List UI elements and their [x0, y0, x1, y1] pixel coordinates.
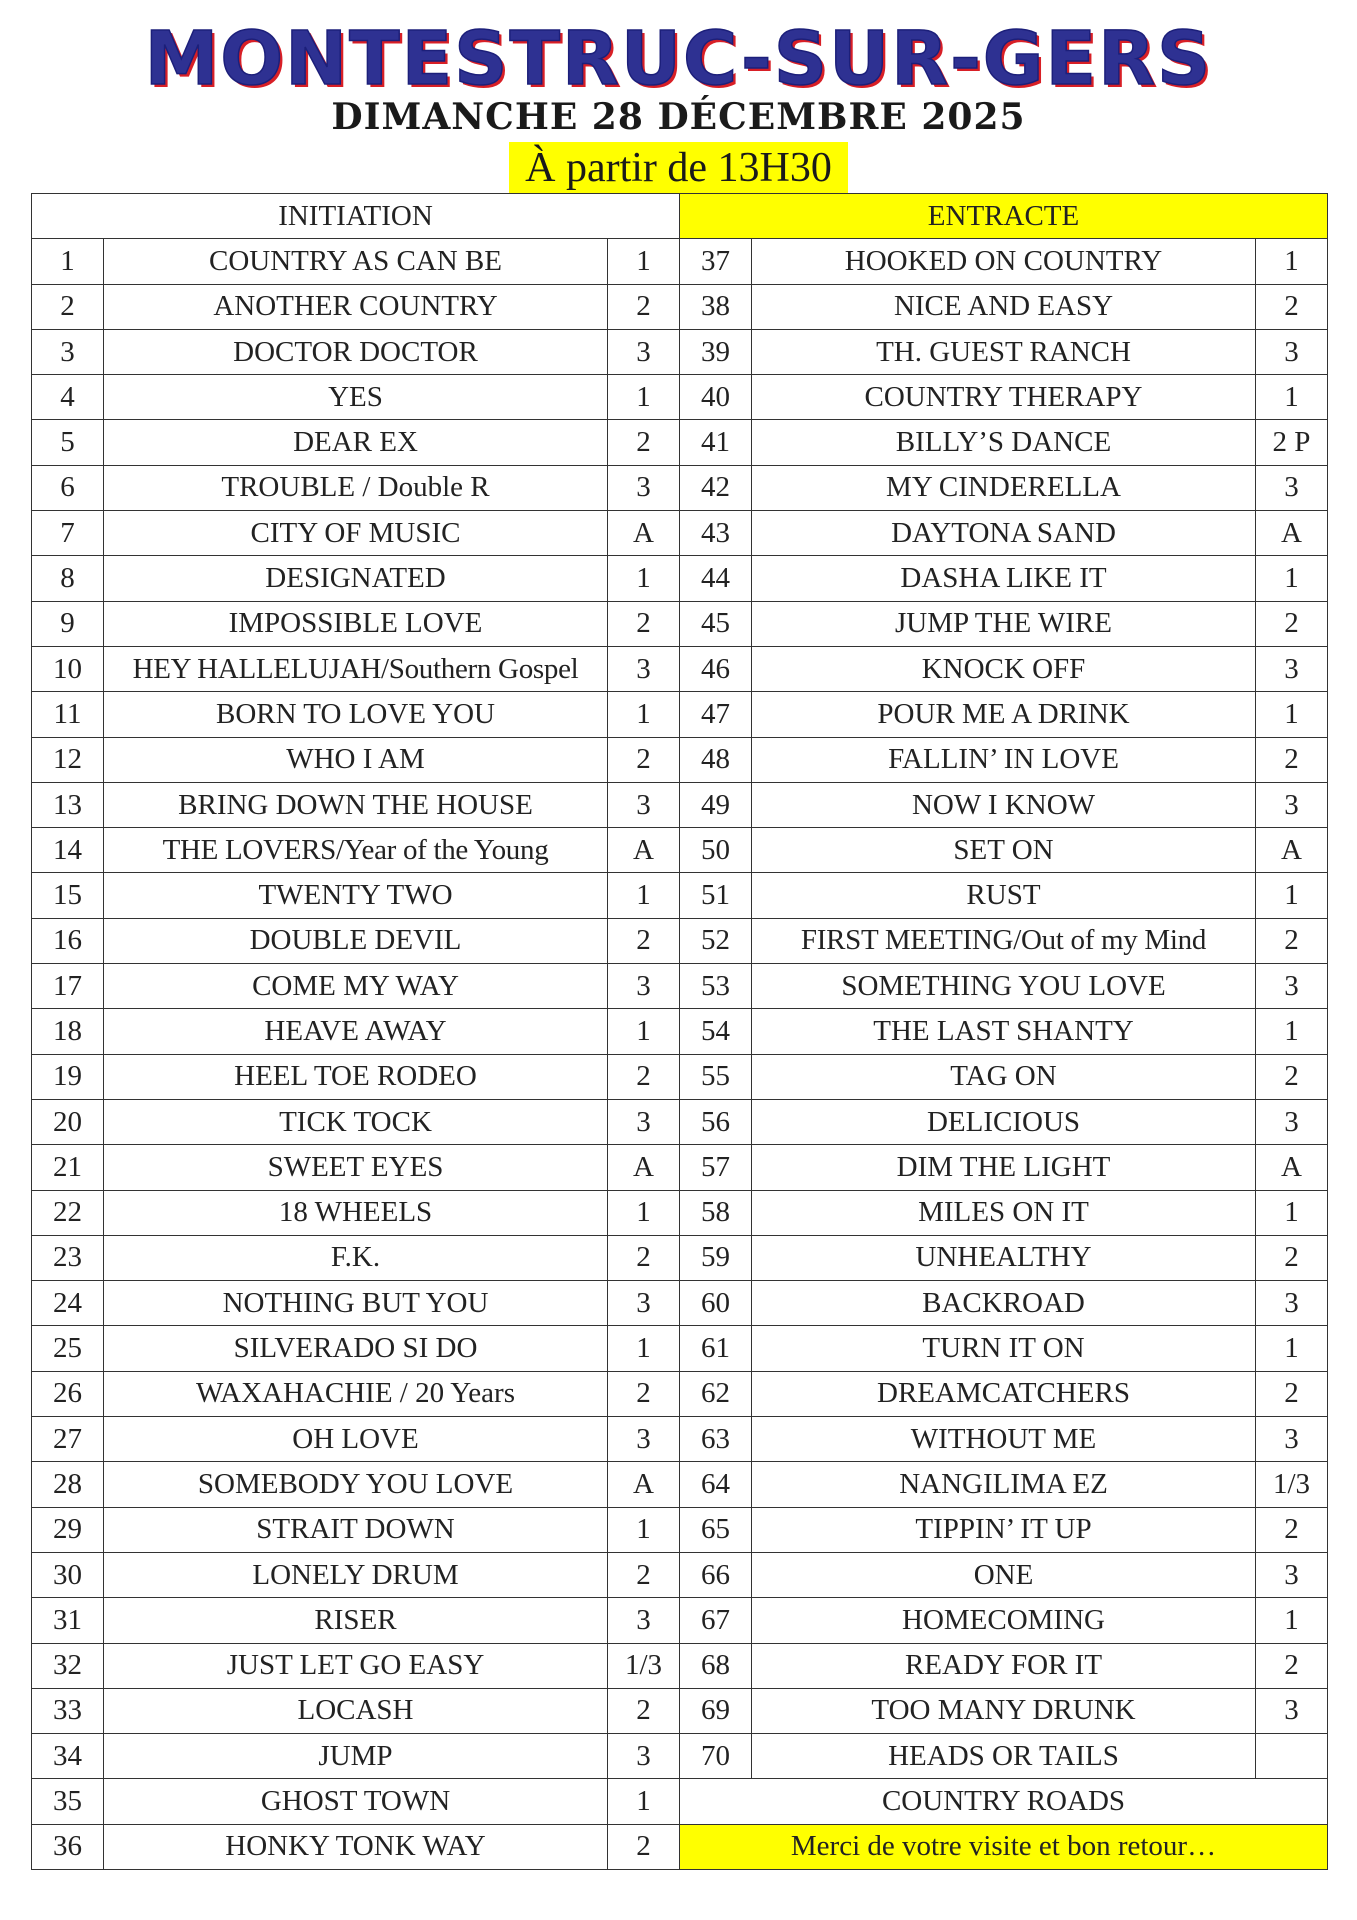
- dance-level: 2: [1256, 1643, 1328, 1688]
- table-row: [32, 284, 1328, 329]
- dance-level: 2: [608, 284, 680, 329]
- dance-number: 14: [32, 828, 104, 873]
- dance-level: 2: [1256, 1235, 1328, 1280]
- dance-number: 18: [32, 1009, 104, 1054]
- dance-level: 3: [1256, 1417, 1328, 1462]
- table-row: [32, 1417, 1328, 1462]
- dance-number: 12: [32, 737, 104, 782]
- dance-name: HOOKED ON COUNTRY: [752, 239, 1256, 284]
- dance-number: 31: [32, 1598, 104, 1643]
- dance-number: 64: [680, 1462, 752, 1507]
- dance-number: 47: [680, 692, 752, 737]
- dance-number: 15: [32, 873, 104, 918]
- dance-name: TICK TOCK: [104, 1099, 608, 1144]
- table-row: [32, 964, 1328, 1009]
- dance-level: 3: [608, 1598, 680, 1643]
- dance-number: 53: [680, 964, 752, 1009]
- dance-number: 26: [32, 1371, 104, 1416]
- dance-name: BORN TO LOVE YOU: [104, 692, 608, 737]
- dance-level: 3: [1256, 646, 1328, 691]
- dance-level: 1: [1256, 1326, 1328, 1371]
- dance-name: HEADS OR TAILS: [752, 1734, 1256, 1779]
- table-row: [32, 1688, 1328, 1733]
- dance-level: A: [1256, 828, 1328, 873]
- dance-name: TURN IT ON: [752, 1326, 1256, 1371]
- dance-level: 1: [608, 375, 680, 420]
- dance-name: TH. GUEST RANCH: [752, 329, 1256, 374]
- dance-name: YES: [104, 375, 608, 420]
- dance-number: 20: [32, 1099, 104, 1144]
- dance-number: 24: [32, 1281, 104, 1326]
- dance-name: NOTHING BUT YOU: [104, 1281, 608, 1326]
- page-title: MONTESTRUC-SUR-GERS: [144, 16, 1213, 102]
- event-date: DIMANCHE 28 DÉCEMBRE 2025: [331, 96, 1026, 138]
- dance-level: 1: [608, 692, 680, 737]
- dance-number: 10: [32, 646, 104, 691]
- dance-number: 45: [680, 601, 752, 646]
- table-row: [32, 873, 1328, 918]
- dance-level: 1: [1256, 873, 1328, 918]
- dance-level: 1: [1256, 239, 1328, 284]
- dance-program-table: [31, 193, 1328, 1870]
- table-row: [32, 465, 1328, 510]
- table-row: [32, 782, 1328, 827]
- dance-name: UNHEALTHY: [752, 1235, 1256, 1280]
- dance-level: 3: [1256, 1552, 1328, 1597]
- dance-number: 9: [32, 601, 104, 646]
- dance-name: SILVERADO SI DO: [104, 1326, 608, 1371]
- dance-name: SWEET EYES: [104, 1145, 608, 1190]
- dance-name: WHO I AM: [104, 737, 608, 782]
- dance-number: 36: [32, 1824, 104, 1869]
- table-row: [32, 1779, 1328, 1824]
- table-row: [32, 1326, 1328, 1371]
- dance-name: TIPPIN’ IT UP: [752, 1507, 1256, 1552]
- dance-level: A: [608, 828, 680, 873]
- dance-name: HONKY TONK WAY: [104, 1824, 608, 1869]
- dance-number: 67: [680, 1598, 752, 1643]
- dance-number: 57: [680, 1145, 752, 1190]
- dance-level: 3: [1256, 964, 1328, 1009]
- table-row: [32, 1099, 1328, 1144]
- table-row: [32, 1281, 1328, 1326]
- dance-level: A: [608, 1462, 680, 1507]
- dance-level: 2: [608, 1688, 680, 1733]
- dance-level: 2: [1256, 1507, 1328, 1552]
- dance-number: 34: [32, 1734, 104, 1779]
- table-row: [32, 1643, 1328, 1688]
- dance-name: LONELY DRUM: [104, 1552, 608, 1597]
- dance-number: 43: [680, 511, 752, 556]
- dance-number: 7: [32, 511, 104, 556]
- section-entracte: ENTRACTE: [680, 194, 1328, 239]
- dance-name: OH LOVE: [104, 1417, 608, 1462]
- dance-level: 1: [1256, 1598, 1328, 1643]
- dance-level: A: [608, 1145, 680, 1190]
- dance-level: 2: [608, 601, 680, 646]
- dance-number: 33: [32, 1688, 104, 1733]
- dance-name: MILES ON IT: [752, 1190, 1256, 1235]
- dance-level: 2: [1256, 918, 1328, 963]
- dance-number: 30: [32, 1552, 104, 1597]
- dance-name: SOMEBODY YOU LOVE: [104, 1462, 608, 1507]
- dance-name: DIM THE LIGHT: [752, 1145, 1256, 1190]
- dance-level: 3: [608, 329, 680, 374]
- dance-name: BILLY’S DANCE: [752, 420, 1256, 465]
- dance-name: TROUBLE / Double R: [104, 465, 608, 510]
- dance-level: 1: [608, 1507, 680, 1552]
- dance-level: 3: [1256, 1281, 1328, 1326]
- table-row: [32, 1462, 1328, 1507]
- table-row: [32, 556, 1328, 601]
- dance-number: 6: [32, 465, 104, 510]
- dance-number: 37: [680, 239, 752, 284]
- dance-number: 55: [680, 1054, 752, 1099]
- dance-name: JUST LET GO EASY: [104, 1643, 608, 1688]
- table-row: [32, 601, 1328, 646]
- dance-name: DOCTOR DOCTOR: [104, 329, 608, 374]
- dance-number: 51: [680, 873, 752, 918]
- dance-number: 29: [32, 1507, 104, 1552]
- dance-level: 3: [608, 964, 680, 1009]
- dance-name: DREAMCATCHERS: [752, 1371, 1256, 1416]
- dance-name: HEEL TOE RODEO: [104, 1054, 608, 1099]
- dance-name: DESIGNATED: [104, 556, 608, 601]
- dance-number: 62: [680, 1371, 752, 1416]
- footer-message: Merci de votre visite et bon retour…: [680, 1824, 1328, 1869]
- closing-dance: COUNTRY ROADS: [680, 1779, 1328, 1824]
- table-row: [32, 1598, 1328, 1643]
- dance-number: 54: [680, 1009, 752, 1054]
- dance-number: 63: [680, 1417, 752, 1462]
- dance-name: THE LAST SHANTY: [752, 1009, 1256, 1054]
- dance-name: 18 WHEELS: [104, 1190, 608, 1235]
- table-row: [32, 329, 1328, 374]
- dance-number: 11: [32, 692, 104, 737]
- section-initiation: INITIATION: [32, 194, 680, 239]
- dance-level: 2 P: [1256, 420, 1328, 465]
- dance-level: 2: [1256, 601, 1328, 646]
- dance-name: ONE: [752, 1552, 1256, 1597]
- dance-name: JUMP THE WIRE: [752, 601, 1256, 646]
- dance-number: 52: [680, 918, 752, 963]
- dance-number: 65: [680, 1507, 752, 1552]
- table-row: [32, 239, 1328, 284]
- table-row: [32, 692, 1328, 737]
- dance-number: 44: [680, 556, 752, 601]
- dance-level: [1256, 1734, 1328, 1779]
- dance-level: 3: [608, 782, 680, 827]
- dance-level: 2: [1256, 284, 1328, 329]
- dance-number: 19: [32, 1054, 104, 1099]
- dance-number: 46: [680, 646, 752, 691]
- dance-number: 8: [32, 556, 104, 601]
- dance-name: RUST: [752, 873, 1256, 918]
- dance-number: 25: [32, 1326, 104, 1371]
- dance-level: 1: [1256, 1009, 1328, 1054]
- dance-number: 68: [680, 1643, 752, 1688]
- start-time: À partir de 13H30: [509, 142, 848, 194]
- dance-number: 66: [680, 1552, 752, 1597]
- dance-name: HEAVE AWAY: [104, 1009, 608, 1054]
- dance-name: LOCASH: [104, 1688, 608, 1733]
- dance-name: TAG ON: [752, 1054, 1256, 1099]
- dance-level: 1: [1256, 1190, 1328, 1235]
- dance-name: IMPOSSIBLE LOVE: [104, 601, 608, 646]
- dance-level: 1: [608, 1326, 680, 1371]
- dance-level: 2: [608, 918, 680, 963]
- dance-number: 17: [32, 964, 104, 1009]
- dance-number: 13: [32, 782, 104, 827]
- dance-level: 1/3: [608, 1643, 680, 1688]
- dance-number: 70: [680, 1734, 752, 1779]
- dance-name: WAXAHACHIE / 20 Years: [104, 1371, 608, 1416]
- dance-name: F.K.: [104, 1235, 608, 1280]
- dance-level: 3: [608, 1734, 680, 1779]
- table-row: [32, 1009, 1328, 1054]
- dance-number: 1: [32, 239, 104, 284]
- dance-level: 1: [608, 556, 680, 601]
- table-row: [32, 646, 1328, 691]
- dance-name: TWENTY TWO: [104, 873, 608, 918]
- dance-number: 21: [32, 1145, 104, 1190]
- dance-name: COUNTRY AS CAN BE: [104, 239, 608, 284]
- dance-name: GHOST TOWN: [104, 1779, 608, 1824]
- dance-name: NOW I KNOW: [752, 782, 1256, 827]
- dance-name: ANOTHER COUNTRY: [104, 284, 608, 329]
- dance-level: 1: [1256, 375, 1328, 420]
- dance-name: FIRST MEETING/Out of my Mind: [752, 918, 1256, 963]
- dance-name: MY CINDERELLA: [752, 465, 1256, 510]
- dance-number: 3: [32, 329, 104, 374]
- dance-number: 22: [32, 1190, 104, 1235]
- dance-level: A: [608, 511, 680, 556]
- dance-name: DEAR EX: [104, 420, 608, 465]
- dance-name: COUNTRY THERAPY: [752, 375, 1256, 420]
- dance-level: 2: [608, 1235, 680, 1280]
- dance-level: 3: [1256, 329, 1328, 374]
- dance-number: 49: [680, 782, 752, 827]
- table-row: [32, 511, 1328, 556]
- table-row: [32, 1190, 1328, 1235]
- table-row: [32, 1507, 1328, 1552]
- dance-level: A: [1256, 1145, 1328, 1190]
- dance-name: STRAIT DOWN: [104, 1507, 608, 1552]
- table-row: [32, 375, 1328, 420]
- dance-number: 38: [680, 284, 752, 329]
- dance-level: 1: [608, 1009, 680, 1054]
- dance-number: 16: [32, 918, 104, 963]
- table-row: [32, 1552, 1328, 1597]
- dance-number: 69: [680, 1688, 752, 1733]
- dance-name: BACKROAD: [752, 1281, 1256, 1326]
- dance-number: 41: [680, 420, 752, 465]
- dance-name: NANGILIMA EZ: [752, 1462, 1256, 1507]
- dance-number: 42: [680, 465, 752, 510]
- dance-name: READY FOR IT: [752, 1643, 1256, 1688]
- dance-number: 58: [680, 1190, 752, 1235]
- dance-name: RISER: [104, 1598, 608, 1643]
- dance-name: BRING DOWN THE HOUSE: [104, 782, 608, 827]
- dance-level: 2: [608, 1552, 680, 1597]
- dance-number: 61: [680, 1326, 752, 1371]
- table-row: [32, 1054, 1328, 1099]
- dance-level: 1: [608, 239, 680, 284]
- table-row: [32, 420, 1328, 465]
- dance-number: 48: [680, 737, 752, 782]
- dance-level: 3: [1256, 1099, 1328, 1144]
- dance-name: KNOCK OFF: [752, 646, 1256, 691]
- dance-number: 56: [680, 1099, 752, 1144]
- dance-name: HEY HALLELUJAH/Southern Gospel: [104, 646, 608, 691]
- dance-name: FALLIN’ IN LOVE: [752, 737, 1256, 782]
- dance-level: 2: [608, 737, 680, 782]
- dance-level: 3: [608, 1281, 680, 1326]
- dance-level: 2: [608, 420, 680, 465]
- section-header-row: [32, 194, 1328, 239]
- table-row: [32, 918, 1328, 963]
- dance-level: 1: [1256, 556, 1328, 601]
- dance-level: 1: [1256, 692, 1328, 737]
- table-row: [32, 1145, 1328, 1190]
- dance-level: 3: [608, 465, 680, 510]
- dance-name: DELICIOUS: [752, 1099, 1256, 1144]
- dance-level: 3: [1256, 1688, 1328, 1733]
- dance-level: 2: [1256, 737, 1328, 782]
- dance-name: SOMETHING YOU LOVE: [752, 964, 1256, 1009]
- dance-level: 1/3: [1256, 1462, 1328, 1507]
- dance-level: 1: [608, 873, 680, 918]
- dance-number: 32: [32, 1643, 104, 1688]
- table-row: [32, 1371, 1328, 1416]
- start-time-wrapper: [0, 142, 1357, 194]
- dance-number: 28: [32, 1462, 104, 1507]
- dance-name: JUMP: [104, 1734, 608, 1779]
- dance-name: COME MY WAY: [104, 964, 608, 1009]
- dance-level: 2: [1256, 1054, 1328, 1099]
- table-row: [32, 1824, 1328, 1869]
- dance-number: 50: [680, 828, 752, 873]
- dance-level: 2: [608, 1054, 680, 1099]
- table-row: [32, 828, 1328, 873]
- dance-name: TOO MANY DRUNK: [752, 1688, 1256, 1733]
- dance-level: 3: [608, 1099, 680, 1144]
- table-row: [32, 737, 1328, 782]
- dance-name: HOMECOMING: [752, 1598, 1256, 1643]
- dance-level: 1: [608, 1190, 680, 1235]
- dance-number: 27: [32, 1417, 104, 1462]
- dance-number: 59: [680, 1235, 752, 1280]
- dance-level: A: [1256, 511, 1328, 556]
- dance-name: CITY OF MUSIC: [104, 511, 608, 556]
- dance-level: 3: [608, 1417, 680, 1462]
- program-body: [32, 194, 1328, 1870]
- dance-level: 3: [1256, 782, 1328, 827]
- dance-number: 39: [680, 329, 752, 374]
- dance-level: 2: [608, 1371, 680, 1416]
- dance-name: DAYTONA SAND: [752, 511, 1256, 556]
- dance-name: NICE AND EASY: [752, 284, 1256, 329]
- dance-level: 1: [608, 1779, 680, 1824]
- dance-name: SET ON: [752, 828, 1256, 873]
- dance-name: WITHOUT ME: [752, 1417, 1256, 1462]
- dance-number: 35: [32, 1779, 104, 1824]
- dance-number: 40: [680, 375, 752, 420]
- table-row: [32, 1734, 1328, 1779]
- dance-number: 60: [680, 1281, 752, 1326]
- dance-level: 2: [608, 1824, 680, 1869]
- dance-level: 2: [1256, 1371, 1328, 1416]
- dance-number: 4: [32, 375, 104, 420]
- dance-name: THE LOVERS/Year of the Young: [104, 828, 608, 873]
- dance-level: 3: [1256, 465, 1328, 510]
- dance-name: POUR ME A DRINK: [752, 692, 1256, 737]
- dance-level: 3: [608, 646, 680, 691]
- dance-number: 2: [32, 284, 104, 329]
- dance-name: DOUBLE DEVIL: [104, 918, 608, 963]
- dance-number: 5: [32, 420, 104, 465]
- dance-name: DASHA LIKE IT: [752, 556, 1256, 601]
- dance-number: 23: [32, 1235, 104, 1280]
- table-row: [32, 1235, 1328, 1280]
